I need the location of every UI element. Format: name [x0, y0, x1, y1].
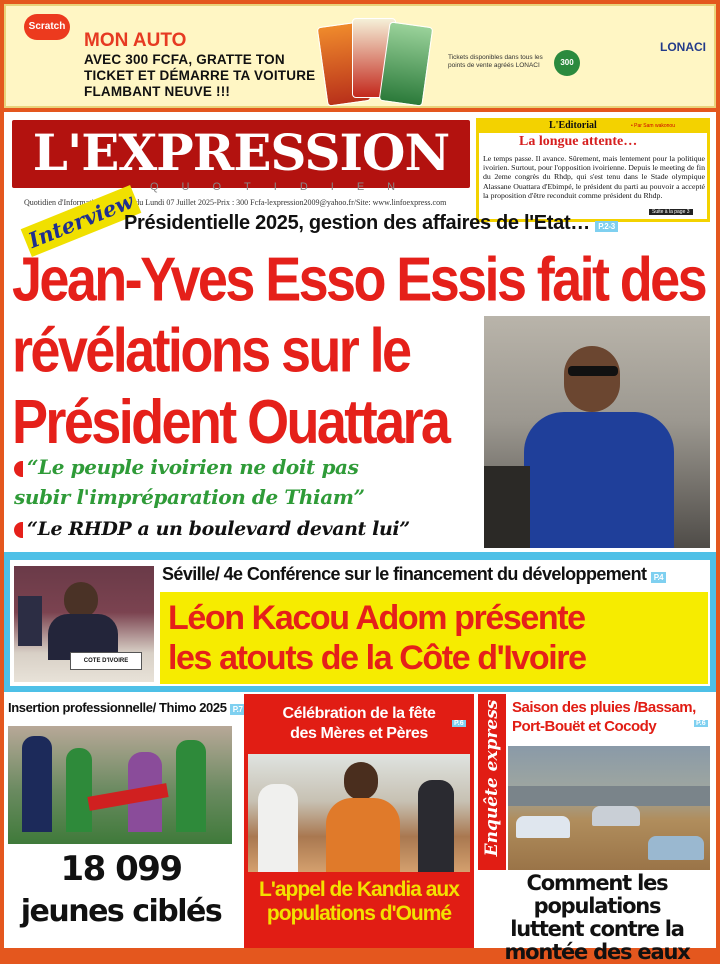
lonaci-logo: LONACI — [660, 40, 706, 54]
ad-line: AVEC 300 FCFA, GRATTE TON — [84, 52, 285, 67]
scratch-logo: Scratch — [24, 14, 70, 40]
issue-info: Quotidien d'Information - N°4345 du Lundi 07 Juillet 2025-Prix : 300 Fcfa-lexpression2009@yahoo.fr/Site: www.linfoexpress.com — [24, 198, 447, 207]
col3-kicker — [512, 698, 696, 736]
masthead-subtitle: QUOTIDIEN — [150, 181, 419, 193]
ticket-cards-image — [322, 16, 430, 104]
ad-title: MON AUTO — [84, 30, 187, 51]
quote-line: “Le peuple ivoirien ne doit pas — [27, 455, 359, 479]
headline-line: luttent contre la — [510, 917, 684, 941]
col3-headline — [478, 872, 716, 964]
ad-banner[interactable] — [4, 4, 716, 108]
quote-2 — [14, 518, 410, 540]
kicker-line: Port-Bouët et Cocody — [512, 718, 657, 735]
col3-photo — [508, 746, 710, 870]
lead-photo — [484, 316, 710, 548]
headline-line: L'appel de Kandia aux — [259, 878, 459, 901]
col1-photo — [8, 726, 232, 844]
page-ref: P.6 — [696, 720, 706, 727]
editorial-title: La longue attente… — [519, 134, 638, 149]
second-story-photo — [14, 566, 154, 682]
second-kicker — [162, 564, 666, 585]
kicker-line: Célébration de la fête — [282, 705, 436, 722]
lead-kicker — [124, 212, 618, 235]
ad-line: FLAMBANT NEUVE !!! — [84, 84, 231, 99]
headline-line: révélations sur le — [12, 316, 410, 386]
headline-line: populations d'Oumé — [266, 902, 452, 925]
country-sign: COTE D'IVOIRE — [70, 652, 142, 670]
editorial-text: Le temps passe. Il avance. Sûrement, mais lentement pour la politique ivoirien. Surtout, pour l'opposition ivoirienne. Depuis le meeting de fin du 2eme congrès du Rhdp, qui s'est tenu dans le Stade olympique Alassane Ouattara d'Ebimpé, le président du parti au pouvoir a accepté la proposition d'être reconduit comme président du Rhdp. — [483, 154, 705, 200]
editorial-header: L'Editorial — [549, 120, 597, 131]
interview-tag: Interview — [21, 185, 142, 257]
editorial-author: • Par Sam wakonou — [631, 123, 675, 129]
ad-line: TICKET ET DÉMARRE TA VOITURE — [84, 68, 316, 83]
page-ref: P.6 — [454, 720, 464, 727]
enquete-tag — [478, 694, 506, 870]
second-headline[interactable] — [168, 598, 586, 678]
editorial-box[interactable] — [476, 118, 710, 222]
headline-line: Jean-Yves Esso Essis fait des — [12, 245, 706, 315]
col2-kicker — [244, 704, 474, 744]
kicker-line: Saison des pluies /Bassam, — [512, 699, 696, 716]
editorial-more: Suite à la page 3 — [649, 209, 693, 215]
quote-1 — [14, 452, 365, 512]
page-ref: P.2-3 — [595, 221, 618, 232]
col1-kicker — [8, 700, 246, 715]
col1-kicker-text: Insertion professionnelle/ Thimo 2025 — [8, 700, 227, 715]
col2-headline — [244, 878, 474, 926]
headline-line: Léon Kacou Adom présente — [168, 599, 585, 637]
headline-line: Président Ouattara — [12, 387, 449, 457]
headline-line: montée des eaux — [504, 940, 690, 964]
quote-line: subir l'impréparation de Thiam” — [14, 485, 365, 509]
ad-availability: Tickets disponibles dans tous les points de vente agréés LONACI — [448, 54, 543, 69]
newspaper-title: L'EXPRESSION — [32, 123, 450, 182]
headline-line: les atouts de la Côte d'Ivoire — [168, 639, 586, 677]
page-ref: P.4 — [651, 572, 666, 583]
headline-line: Comment les populations — [526, 871, 668, 918]
col2-photo — [248, 754, 470, 872]
col1-headline-text: jeunes ciblés — [20, 894, 222, 929]
page-ref: P.7 — [230, 704, 246, 715]
enquete-tag-text: Enquête express — [482, 699, 502, 857]
masthead — [12, 120, 470, 188]
kicker-line: des Mères et Pères — [290, 725, 428, 742]
lead-kicker-text: Présidentielle 2025, gestion des affaires de l'Etat… — [124, 212, 591, 234]
second-kicker-text: Séville/ 4e Conférence sur le financement du développement — [162, 564, 647, 584]
col1-headline-number: 18 099 — [60, 849, 182, 889]
price-badge: 300 — [554, 50, 580, 76]
quote-line: “Le RHDP a un boulevard devant lui” — [27, 518, 410, 540]
